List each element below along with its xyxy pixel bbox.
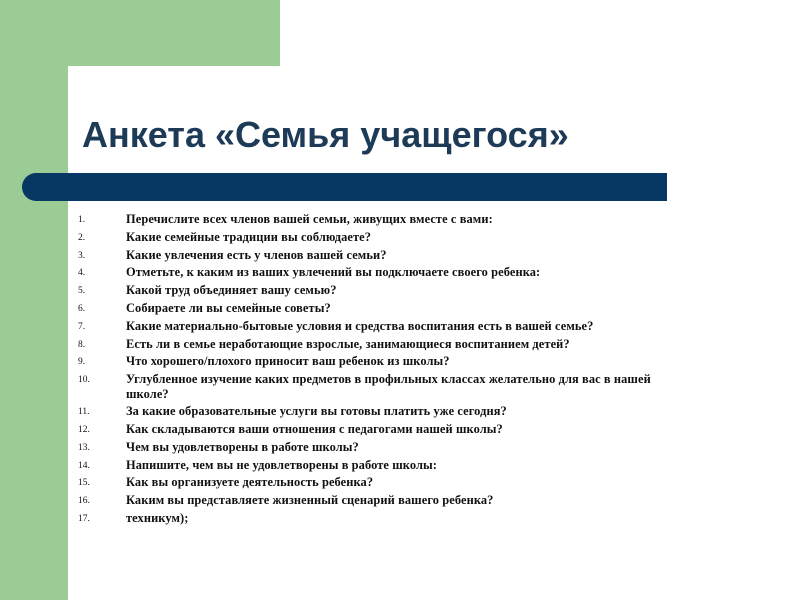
- question-text: За какие образовательные услуги вы готовы платить уже сегодня?: [126, 404, 507, 419]
- list-item: [78, 337, 718, 355]
- question-text: Перечислите всех членов вашей семьи, живущих вместе с вами:: [126, 212, 493, 226]
- list-item: [78, 475, 718, 493]
- question-number: 11.: [78, 407, 90, 418]
- list-item: [78, 230, 718, 248]
- list-item: [78, 319, 718, 337]
- list-item: [78, 493, 718, 511]
- question-text: Какие увлечения есть у членов вашей семьи?: [126, 247, 387, 262]
- list-item: [78, 354, 718, 372]
- list-item: [78, 440, 718, 458]
- question-text: Как вы организуете деятельность ребенка?: [126, 475, 374, 490]
- question-number: 9.: [78, 357, 86, 368]
- question-number: 1.: [78, 215, 86, 225]
- question-text: Отметьте, к каким из ваших увлечений вы подключаете своего ребенка:: [126, 265, 541, 280]
- question-text: Собираете ли вы семейные советы?: [126, 300, 331, 315]
- question-number: 12.: [78, 424, 90, 435]
- list-item: [78, 422, 718, 440]
- list-item: [78, 511, 718, 529]
- question-text: Какие материально-бытовые условия и средства воспитания есть в вашей семье?: [126, 318, 594, 333]
- question-number: 8.: [78, 339, 86, 350]
- list-item: [78, 212, 718, 230]
- question-number: 7.: [78, 321, 86, 332]
- question-number: 14.: [78, 460, 90, 471]
- question-number: 3.: [78, 250, 86, 261]
- question-number: 5.: [78, 286, 86, 297]
- list-item: [78, 458, 718, 476]
- list-item: [78, 283, 718, 301]
- question-number: 2.: [78, 232, 86, 243]
- question-number: 10.: [78, 375, 90, 386]
- question-text: Углубленное изучение каких предметов в профильных классах желательно для вас в нашей школе?: [126, 372, 651, 401]
- question-number: 16.: [78, 496, 90, 507]
- question-list: [78, 212, 718, 529]
- list-item: [78, 301, 718, 319]
- question-text: техникум);: [126, 510, 189, 525]
- list-item: [78, 372, 718, 404]
- question-number: 6.: [78, 303, 86, 314]
- question-number: 17.: [78, 513, 90, 524]
- title-accent-bar: [22, 173, 667, 201]
- question-text: Каким вы представляете жизненный сценарий вашего ребенка?: [126, 493, 494, 508]
- question-text: Какие семейные традиции вы соблюдаете?: [126, 229, 372, 244]
- slide-title: Анкета «Семья учащегося»: [82, 114, 569, 155]
- list-item: [78, 265, 718, 283]
- question-text: Что хорошего/плохого приносит ваш ребенок из школы?: [126, 354, 450, 369]
- question-number: 4.: [78, 268, 86, 279]
- question-text: Есть ли в семье неработающие взрослые, занимающиеся воспитанием детей?: [126, 336, 570, 351]
- green-frame-left: [0, 0, 68, 600]
- question-text: Какой труд объединяет вашу семью?: [126, 283, 337, 298]
- list-item: [78, 404, 718, 422]
- list-item: [78, 248, 718, 266]
- question-number: 15.: [78, 478, 90, 489]
- question-text: Как складываются ваши отношения с педагогами нашей школы?: [126, 421, 503, 436]
- question-text: Чем вы удовлетворены в работе школы?: [126, 439, 359, 454]
- question-number: 13.: [78, 442, 90, 453]
- question-text: Напишите, чем вы не удовлетворены в работе школы:: [126, 457, 438, 472]
- green-frame-top: [0, 0, 280, 66]
